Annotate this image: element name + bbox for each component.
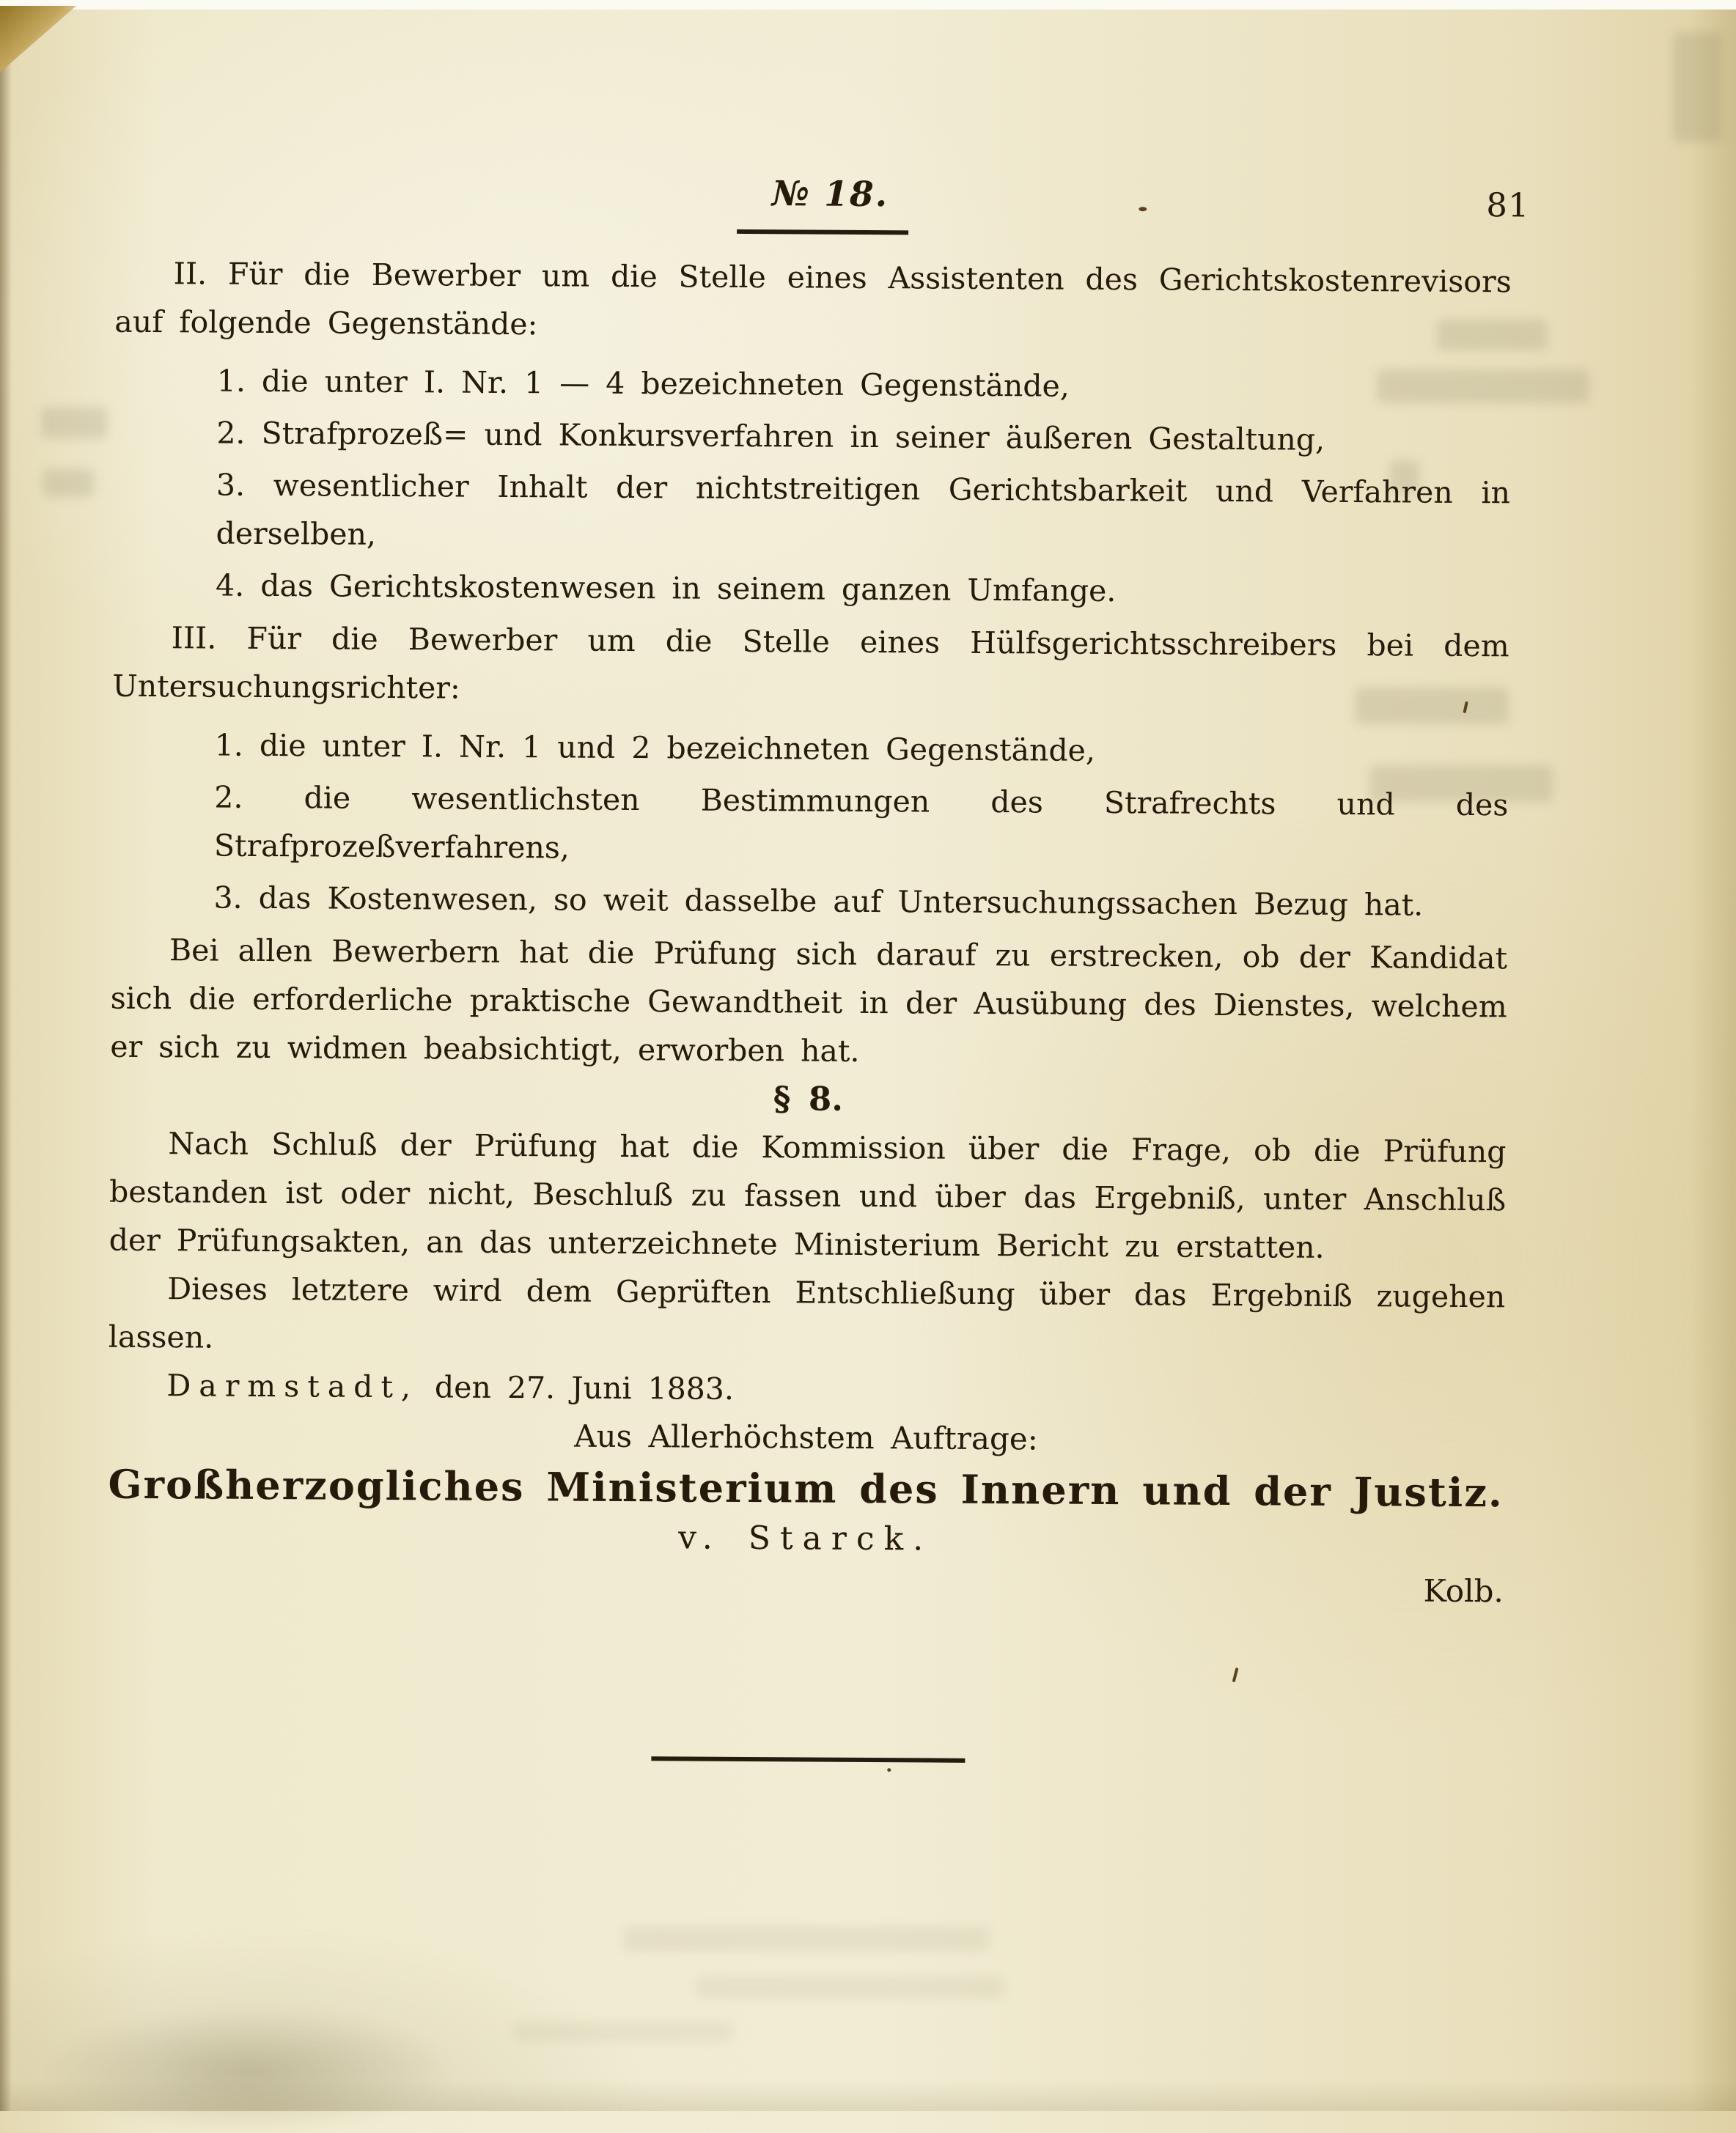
ministry-title: Großherzogliches Ministerium des Innern und der Justiz. [108, 1460, 1504, 1517]
end-of-article-rule [651, 1756, 965, 1763]
list-item: 2. Strafprozeß= und Konkursverfahren in seiner äußeren Gestaltung, [216, 415, 1325, 457]
list-item: 1. die unter I. Nr. 1 — 4 bezeichneten Gegenstände, [216, 363, 1070, 404]
issue-number-heading: № 18. [771, 174, 889, 215]
paragraph-section-III-intro: III. Für die Bewerber um die Stelle eines Hülfsgerichtsschreibers bei dem Untersuchungsrichter: [112, 620, 1509, 706]
paragraph-all-applicants: Bei allen Bewerbern hat die Prüfung sich darauf zu erstrecken, ob der Kandidat sich die erforderliche praktische Gewandtheit in der Ausübung des Dienstes, welchem er sich zu widmen beabsichtigt, erworben hat. [110, 932, 1508, 1069]
list-item: 3. wesentlicher Inhalt der nichtstreitigen Gerichtsbarkeit und Verfahren in derselben, [216, 467, 1511, 552]
dateline-place: Darmstadt, [166, 1368, 419, 1405]
list-item: 3. das Kostenwesen, so weit dasselbe auf Untersuchungssachen Bezug hat. [213, 880, 1424, 923]
paragraph-section-II-intro: II. Für die Bewerber um die Stelle eines Assistenten des Gerichtskostenrevisors auf folgende Gegenstände: [114, 256, 1512, 342]
signature-von-starck: v. Starck. [678, 1519, 933, 1558]
paragraph-8b: Dieses letztere wird dem Geprüften Entschließung über das Ergebniß zugehen lassen. [108, 1271, 1506, 1355]
paragraph-8a: Nach Schluß der Prüfung hat die Kommission über die Frage, ob die Prüfung bestanden ist oder nicht, Beschluß zu fassen und über das Ergebniß, unter Anschluß der Prüfungsakten, an das unterzeichnete Ministerium Bericht zu erstatten. [108, 1126, 1507, 1265]
list-item: 2. die wesentlichsten Bestimmungen des Strafrechts und des Strafprozeßverfahrens, [213, 779, 1509, 866]
ink-speck [887, 1768, 891, 1772]
ink-speck [1232, 1668, 1239, 1682]
list-section-II [113, 356, 1511, 618]
section-8-heading: § 8. [773, 1079, 844, 1119]
ink-speck [1139, 207, 1147, 211]
list-item: 4. das Gerichtskostenwesen in seinem ganzen Umfange. [215, 567, 1117, 609]
dateline-date: den 27. Juni 1883. [418, 1369, 735, 1407]
page-number: 81 [1486, 185, 1530, 225]
dateline [108, 1361, 1504, 1418]
authority-line: Aus Allerhöchstem Auftrage: [574, 1418, 1038, 1457]
issue-number-underline [737, 229, 908, 235]
list-item: 1. die unter I. Nr. 1 und 2 bezeichneten Gegenstände, [214, 727, 1096, 768]
list-section-III [111, 721, 1509, 930]
document-body [107, 249, 1512, 1616]
signature-kolb: Kolb. [1423, 1572, 1504, 1610]
